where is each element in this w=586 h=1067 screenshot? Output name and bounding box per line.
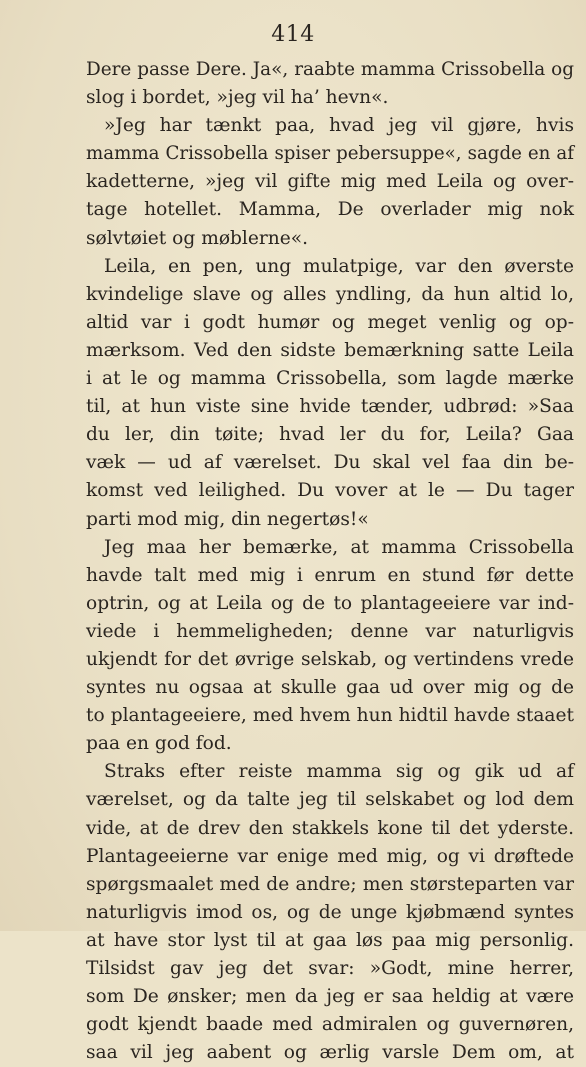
text-line: »Jeg har tænkt paa, hvad jeg vil gjøre, hvis xyxy=(104,115,574,137)
text-line: mærksom. Ved den sidste bemærkning satte Leila xyxy=(86,339,574,361)
text-line: værelset, og da talte jeg til selskabet og lod dem xyxy=(86,789,574,811)
text-line: at have stor lyst til at gaa løs paa mig personlig. xyxy=(86,929,574,951)
text-line: optrin, og at Leila og de to plantageeiere var ind- xyxy=(86,592,574,614)
text-line: spørgsmaalet med de andre; men størsteparten var xyxy=(86,873,574,895)
text-line: ukjendt for det øvrige selskab, og vertindens vrede xyxy=(86,648,574,670)
text-line: syntes nu ogsaa at skulle gaa ud over mig og de xyxy=(86,677,574,699)
text-line: Plantageeierne var enige med mig, og vi drøftede xyxy=(86,845,574,867)
page-number: 414 xyxy=(271,22,315,47)
text-line: Dere passe Dere. Ja«, raabte mamma Crissobella og xyxy=(86,59,574,80)
body-text xyxy=(86,56,574,1067)
text-line: Straks efter reiste mamma sig og gik ud af xyxy=(104,761,574,783)
text-line: som De ønsker; men da jeg er saa heldig at være xyxy=(86,986,574,1008)
text-line: vide, at de drev den stakkels kone til det yderste. xyxy=(86,817,574,839)
text-line: naturligvis imod os, og de unge kjøbmænd syntes xyxy=(86,901,574,923)
text-line: altid var i godt humør og meget venlig og op- xyxy=(86,311,574,333)
text-line: i at le og mamma Crissobella, som lagde mærke xyxy=(86,368,574,390)
text-line: til, at hun viste sine hvide tænder, udbrød: »Saa xyxy=(86,396,574,418)
text-line: viede i hemmeligheden; denne var naturligvis xyxy=(86,620,574,642)
text-line: mamma Crissobella spiser pebersuppe«, sagde en af xyxy=(86,143,574,165)
text-line: komst ved leilighed. Du vover at le — Du tager xyxy=(86,480,574,502)
text-line: Jeg maa her bemærke, at mamma Crissobella xyxy=(104,536,574,558)
text-line: godt kjendt baade med admiralen og guvernøren, xyxy=(86,1014,574,1036)
text-line: havde talt med mig i enrum en stund før dette xyxy=(86,564,574,586)
text-line: parti mod mig, din negertøs!« xyxy=(86,508,369,530)
text-line: tage hotellet. Mamma, De overlader mig nok xyxy=(86,199,574,221)
text-line: kvindelige slave og alles yndling, da hun altid lo, xyxy=(86,283,574,305)
text-line: slog i bordet, »jeg vil ha’ hevn«. xyxy=(86,87,389,109)
text-line: Tilsidst gav jeg det svar: »Godt, mine herrer, xyxy=(86,958,574,979)
text-line: to plantageeiere, med hvem hun hidtil havde staaet xyxy=(86,705,574,727)
text-line: væk — ud af værelset. Du skal vel faa din be- xyxy=(86,452,574,474)
text-line: kadetterne, »jeg vil gifte mig med Leila og over- xyxy=(86,171,574,193)
text-line: saa vil jeg aabent og ærlig varsle Dem om, at xyxy=(86,1042,574,1064)
text-line: Leila, en pen, ung mulatpige, var den øverste xyxy=(104,255,574,277)
text-line: du ler, din tøite; hvad ler du for, Leila? Gaa xyxy=(86,424,574,446)
text-line: paa en god fod. xyxy=(86,733,232,755)
text-line: sølvtøiet og møblerne«. xyxy=(86,227,309,249)
